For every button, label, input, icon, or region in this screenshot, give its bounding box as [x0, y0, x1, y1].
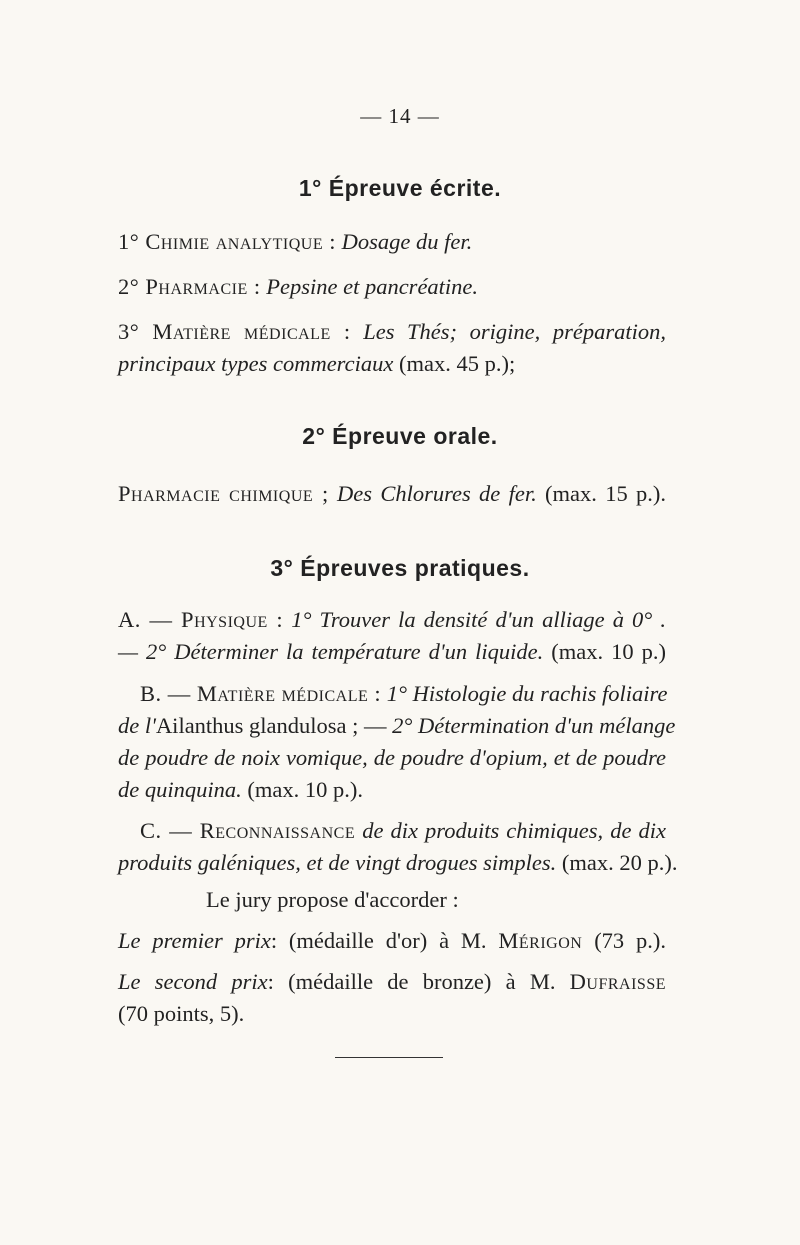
jury-first-prize	[118, 925, 666, 957]
section-heading-oral: 2° Épreuve orale.	[302, 423, 498, 449]
laureate-name: Dufraisse	[569, 969, 666, 994]
item-label: 3° Matière médicale :	[118, 319, 351, 344]
item-text: produits galéniques, et de vingt drogues simples.	[118, 850, 557, 875]
item-pharmacie	[118, 271, 666, 303]
laureate-name: Mérigon	[498, 928, 583, 953]
item-label: B. — Matière médicale :	[140, 681, 382, 706]
item-text: 1° Trouver la densité d'un alliage à 0° .	[291, 607, 667, 632]
item-text: de dix produits chimiques, de dix	[362, 818, 667, 843]
item-text: Des Chlorures de fer.	[337, 481, 537, 506]
item-label: 1° Chimie analytique :	[118, 229, 336, 254]
item-text: principaux types commerciaux	[118, 351, 394, 376]
item-label: C. — Reconnaissance	[140, 818, 356, 843]
jury-second-prize-cont: (70 points, 5).	[118, 1001, 245, 1026]
item-text: Pepsine et pancréatine.	[266, 274, 479, 299]
item-a-physique-cont	[118, 636, 666, 668]
prize-label: Le premier prix	[118, 928, 271, 953]
prize-score: (73 p.).	[594, 928, 667, 953]
item-label: Pharmacie chimique ;	[118, 481, 329, 506]
jury-second-prize	[118, 966, 666, 998]
item-b-cont-3	[118, 774, 666, 806]
item-text: 1° Histologie du rachis foliaire	[386, 681, 668, 706]
item-text: — 2° Déterminer la température d'un liquide.	[118, 639, 544, 664]
item-matiere-medicale-cont	[118, 348, 666, 380]
item-b-matiere-medicale	[118, 678, 666, 710]
item-text: Dosage du fer.	[341, 229, 473, 254]
item-score: (max. 20 p.).	[561, 850, 678, 875]
item-score: (max. 45 p.);	[398, 351, 516, 376]
item-score: (max. 10 p.).	[247, 777, 363, 802]
item-text: de quinquina.	[118, 777, 242, 802]
section-heading-practical: 3° Épreuves pratiques.	[270, 555, 530, 581]
item-a-physique	[118, 604, 666, 636]
item-label: 2° Pharmacie :	[118, 274, 261, 299]
item-chimie-analytique	[118, 226, 666, 258]
prize-label: Le second prix	[118, 969, 268, 994]
item-matiere-medicale	[118, 316, 666, 348]
item-b-cont-1	[118, 710, 676, 742]
item-text: 2° Détermination d'un mélange	[392, 713, 676, 738]
item-text: de l'	[118, 713, 156, 738]
item-text: Les Thés; origine, préparation,	[363, 319, 666, 344]
item-score: (max. 15 p.).	[545, 481, 667, 506]
item-c-reconnaissance	[118, 815, 666, 847]
item-score: (max. 10 p.)	[551, 639, 666, 664]
prize-text: : (médaille de bronze) à M.	[267, 969, 556, 994]
item-pharmacie-chimique	[118, 478, 666, 510]
item-text: de poudre de noix vomique, de poudre d'opium, et de poudre	[118, 745, 666, 770]
item-b-cont-2	[118, 742, 666, 774]
page-number: — 14 —	[360, 104, 440, 128]
jury-intro: Le jury propose d'accorder :	[206, 887, 459, 912]
item-species: Ailanthus glandulosa ; —	[155, 713, 387, 738]
closing-rule	[335, 1057, 443, 1058]
section-heading-written: 1° Épreuve écrite.	[298, 175, 502, 201]
item-label: A. — Physique :	[118, 607, 284, 632]
item-c-cont	[118, 847, 678, 879]
prize-text: : (médaille d'or) à M.	[270, 928, 487, 953]
